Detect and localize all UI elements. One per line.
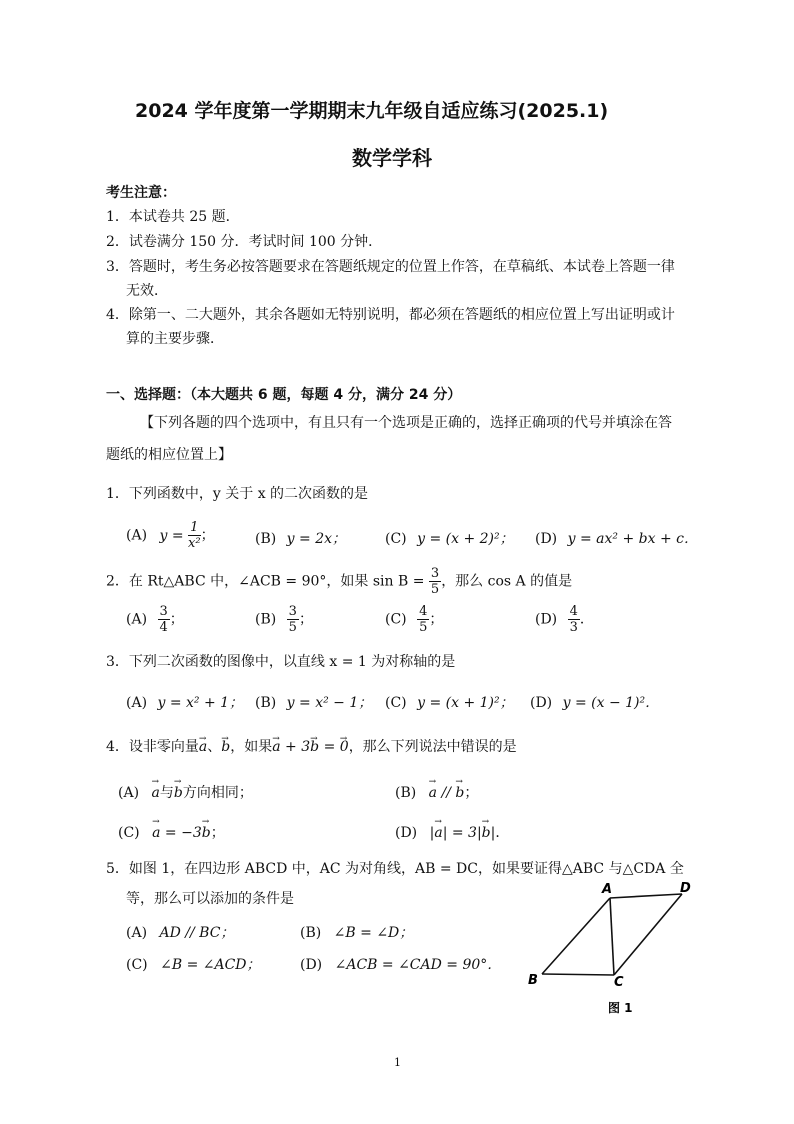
notice-item-2: 2．试卷满分 150 分．考试时间 100 分钟．: [106, 234, 383, 250]
figure-1-quadrilateral: [520, 880, 710, 1020]
page-number: 1: [394, 1056, 401, 1069]
q4-stem: 4．设非零向量→ a、→ b，如果→ a + 3→ b = → 0，那么下列说法中错误的是: [106, 738, 517, 756]
q4-option-b: (B) → a // → b；: [395, 782, 478, 802]
q2-option-d: (D) $\frac{4}{3}$ ．: [535, 604, 594, 635]
vertex-label-b: B: [528, 973, 538, 988]
exam-title: 2024 学年度第一学期期末九年级自适应练习(2025.1): [135, 100, 609, 122]
fraction: $\frac{3}{5}$: [288, 604, 297, 635]
q5-option-c: (C) ∠B = ∠ACD；: [126, 957, 261, 973]
subject-title: 数学学科: [352, 146, 432, 170]
fraction: $\frac{1}{\text{x²}}$: [188, 520, 201, 551]
notice-item-3: 3．答题时，考生务必按答题要求在答题纸规定的位置上作答，在草稿纸、本试卷上答题一律: [106, 259, 675, 275]
q5-option-a: (A) AD // BC；: [126, 925, 235, 941]
q3-stem: 3．下列二次函数的图像中，以直线 x = 1 为对称轴的是: [106, 654, 456, 670]
q5-option-b: (B) ∠B = ∠D；: [300, 925, 414, 941]
notice-heading: 考生注意：: [106, 185, 176, 201]
notice-item-1: 1．本试卷共 25 题．: [106, 209, 240, 225]
segment-dc: [614, 894, 682, 975]
q4-option-a: (A) → a与→ b方向相同；: [118, 782, 253, 802]
section-heading: 一、选择题：（本大题共 6 题，每题 4 分，满分 24 分）: [106, 387, 462, 403]
fraction: $\frac{3}{4}$: [159, 604, 168, 635]
q1-option-a: (A) y = $\frac{1}{\text{x²}}$ ；: [126, 520, 215, 551]
fraction: $\frac{4}{5}$: [419, 604, 428, 635]
q3-option-b: (B) y = x² − 1；: [255, 695, 373, 711]
notice-item-3-cont: 无效．: [126, 283, 168, 299]
q4-option-c: (C) → a = −3→ b；: [118, 822, 225, 842]
vertex-label-d: D: [680, 881, 691, 896]
q2-option-b: (B) $\frac{3}{5}$ ；: [255, 604, 313, 635]
q3-option-c: (C) y = (x + 1)²；: [385, 695, 514, 711]
q5-stem-line2: 等，那么可以添加的条件是: [126, 891, 294, 907]
section-instruction-2: 题纸的相应位置上】: [106, 447, 232, 463]
vertex-label-a: A: [602, 882, 613, 897]
q2-option-c: (C) $\frac{4}{5}$ ；: [385, 604, 444, 635]
q3-option-a: (A) y = x² + 1；: [126, 695, 244, 711]
notice-item-4-cont: 算的主要步骤．: [126, 331, 224, 347]
section-instruction-1: 【下列各题的四个选项中，有且只有一个选项是正确的，选择正确项的代号并填涂在答: [140, 415, 672, 431]
vertex-label-c: C: [614, 975, 624, 990]
q1-stem: 1．下列函数中，y 关于 x 的二次函数的是: [106, 486, 369, 502]
q1-a-expr: y =: [159, 527, 189, 544]
q3-option-d: (D) y = (x − 1)²．: [530, 695, 660, 711]
q5-stem-line1: 5．如图 1，在四边形 ABCD 中，AC 为对角线，AB = DC，如果要证得△ABC 与△CDA 全: [106, 861, 684, 877]
segment-bc: [542, 974, 614, 975]
q2-stem: 2．在 Rt△ABC 中，∠ACB = 90°，如果 sin B = $\frac{3}{5}$ ，那么 cos A 的值是: [106, 566, 573, 597]
option-label: (A): [126, 527, 148, 544]
notice-item-4: 4．除第一、二大题外，其余各题如无特别说明，都必须在答题纸的相应位置上写出证明或计: [106, 307, 675, 323]
q2-option-a: (A) $\frac{3}{4}$ ；: [126, 604, 184, 635]
q1-option-c: (C) y = (x + 2)²；: [385, 531, 514, 547]
q4-option-d: (D) |→ a| = 3|→ b|．: [395, 822, 509, 842]
q5-option-d: (D) ∠ACB = ∠CAD = 90°．: [300, 957, 502, 973]
fraction: $\frac{3}{5}$: [430, 566, 440, 597]
q1-option-d: (D) y = ax² + bx + c．: [535, 531, 698, 547]
segment-ab: [542, 898, 610, 974]
segment-ad: [610, 894, 682, 898]
fraction: $\frac{4}{3}$: [569, 604, 578, 635]
q1-option-b: (B) y = 2x；: [255, 531, 347, 547]
segment-ac: [610, 898, 614, 975]
figure-caption: 图 1: [608, 1001, 633, 1015]
